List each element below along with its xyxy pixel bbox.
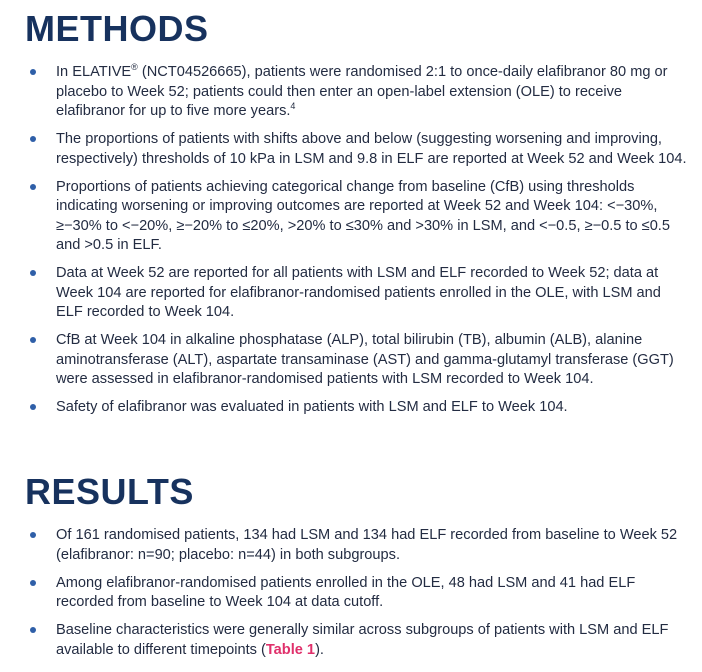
registered-mark: ® — [131, 62, 138, 73]
reference-number: 4 — [290, 101, 296, 112]
bullet-icon — [30, 136, 36, 142]
results-list — [30, 526, 690, 669]
bullet-icon — [30, 404, 36, 410]
methods-item-5-text: CfB at Week 104 in alkaline phosphatase (ALP), total bilirubin (TB), albumin (ALB), alanine aminotransferase (ALT), aspartate transaminase (AST) and gamma-glutamyl transferase (GGT) were assessed in elafibranor-randomised patients with LSM recorded to Week 104. — [56, 332, 674, 387]
bullet-icon — [30, 270, 36, 276]
results-heading: RESULTS — [25, 471, 194, 512]
methods-item-1-text: In ELATIVE — [56, 64, 132, 80]
bullet-icon — [30, 627, 36, 633]
list-item — [30, 398, 690, 418]
list-item — [30, 264, 690, 323]
results-item-3-text-end: ). — [315, 641, 324, 658]
bullet-icon — [30, 184, 36, 190]
bullet-icon — [30, 337, 36, 343]
methods-item-1-text-cont: (NCT04526665), patients were randomised 2:1 to once-daily elafibranor 80 mg or placebo to Week 52; patients could then enter an open-label extension (OLE) to receive elafibranor for up to five more years. — [56, 64, 668, 119]
list-item — [30, 63, 690, 122]
methods-list — [30, 63, 690, 426]
list-item — [30, 621, 690, 660]
methods-item-3-text: Proportions of patients achieving categorical change from baseline (CfB) using thresholds indicating worsening or improving outcomes are reported at Week 52 and Week 104: <−30%, ≥−30% to <−20%, ≥−20% to ≤20%, >20% to ≤30% and >30% in LSM, and <−0.5, ≥−0.5 to ≤0.5 and >0.5 in ELF. — [56, 178, 670, 253]
methods-item-4-text: Data at Week 52 are reported for all patients with LSM and ELF recorded to Week 52; data at Week 104 are reported for elafibranor-randomised patients enrolled in the OLE, with LSM and ELF recorded to Week 104. — [56, 265, 661, 320]
list-item — [30, 178, 690, 256]
results-item-2-text: Among elafibranor-randomised patients enrolled in the OLE, 48 had LSM and 41 had ELF recorded from baseline to Week 104 at data cutoff. — [56, 574, 636, 610]
list-item — [30, 526, 690, 565]
methods-item-6-text: Safety of elafibranor was evaluated in patients with LSM and ELF to Week 104. — [56, 399, 568, 415]
bullet-icon — [30, 69, 36, 75]
table-1-link[interactable]: Table 1 — [265, 641, 316, 658]
results-item-1-text: Of 161 randomised patients, 134 had LSM and 134 had ELF recorded from baseline to Week 52 (elafibranor: n=90; placebo: n=44) in both subgroups. — [56, 527, 678, 563]
bullet-icon — [30, 532, 36, 538]
methods-item-2-text: The proportions of patients with shifts above and below (suggesting worsening and improving, respectively) thresholds of 10 kPa in LSM and 9.8 in ELF are reported at Week 52 and Week 104. — [56, 131, 687, 167]
results-item-3-text: Baseline characteristics were generally similar across subgroups of patients with LSM and ELF available to different timepoints ( — [56, 622, 669, 658]
methods-heading: METHODS — [25, 8, 209, 49]
list-item — [30, 130, 690, 169]
list-item — [30, 331, 690, 390]
list-item — [30, 574, 690, 613]
bullet-icon — [30, 580, 36, 586]
